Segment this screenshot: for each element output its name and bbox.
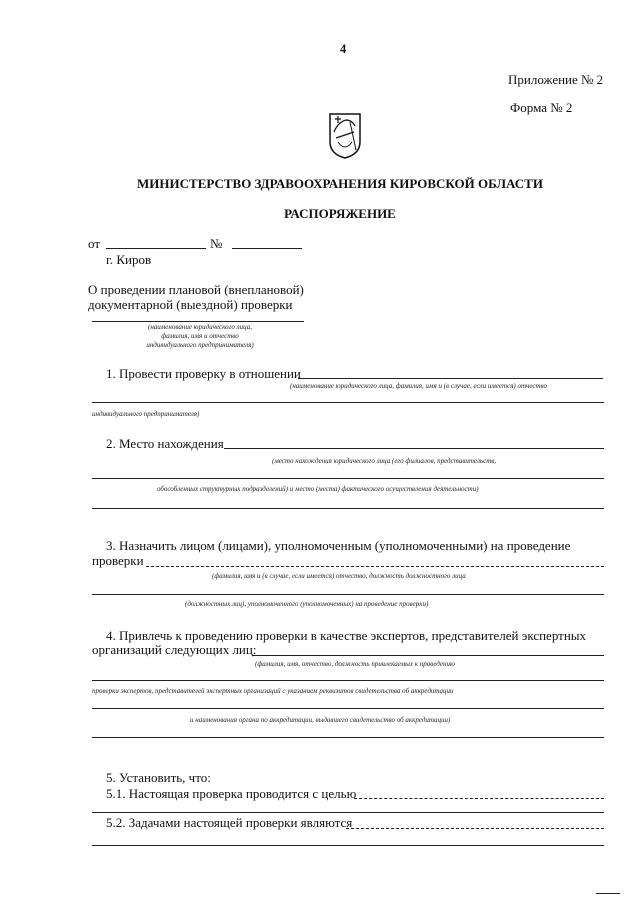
item5-sub2-field-line[interactable] bbox=[346, 828, 604, 829]
item1-field-line-2[interactable] bbox=[92, 402, 604, 403]
item4-field-line[interactable] bbox=[252, 655, 604, 656]
city-label: г. Киров bbox=[106, 252, 152, 267]
item2-text: 2. Место нахождения bbox=[106, 436, 224, 451]
date-field-line[interactable] bbox=[106, 248, 206, 249]
entity-caption-line-2: фамилия, имя и отчество bbox=[161, 332, 239, 340]
item1-text: 1. Провести проверку в отношении bbox=[106, 366, 301, 381]
item4-caption-2: проверки экспертов, представителей экспертных организаций с указанием реквизитов свидетельства об аккредитации bbox=[92, 687, 454, 695]
item2-field-line-2[interactable] bbox=[92, 478, 604, 479]
item4-field-line-3[interactable] bbox=[92, 708, 604, 709]
footer-mark bbox=[596, 893, 620, 894]
number-sign: № bbox=[210, 236, 223, 251]
item5-text: 5. Установить, что: bbox=[106, 770, 211, 785]
item1-caption-1: (наименование юридического лица, фамилия, имя и (в случае, если имеется) отчество bbox=[290, 382, 547, 390]
item1-caption-2: индивидуального предпринимателя) bbox=[92, 410, 200, 418]
item1-field-line[interactable] bbox=[298, 378, 603, 379]
item3-caption-2: (должностных лиц), уполномоченного (уполномоченных) на проведение проверки) bbox=[185, 600, 429, 608]
document-title: РАСПОРЯЖЕНИЕ bbox=[284, 206, 396, 221]
item4-caption-3: и наименования органа по аккредитации, выдавшего свидетельство об аккредитации) bbox=[190, 716, 451, 724]
item2-caption-1: (место нахождения юридического лица (его филиалов, представительств, bbox=[272, 457, 497, 465]
subject-line-2: документарной (выездной) проверки bbox=[88, 297, 293, 312]
item4-line-1: 4. Привлечь к проведению проверки в качестве экспертов, представителей экспертных bbox=[106, 628, 587, 643]
entity-caption bbox=[100, 323, 300, 350]
appendix-label: Приложение № 2 bbox=[508, 72, 604, 87]
item5-sub2-field-line-2[interactable] bbox=[92, 845, 604, 846]
item3-line-1: 3. Назначить лицом (лицами), уполномоченным (уполномоченными) на проведение bbox=[106, 538, 571, 553]
coat-of-arms-emblem bbox=[328, 112, 362, 160]
item3-field-line-2[interactable] bbox=[92, 594, 604, 595]
item2-field-line-3[interactable] bbox=[92, 508, 604, 509]
item4-field-line-2[interactable] bbox=[92, 680, 604, 681]
item2-field-line[interactable] bbox=[224, 448, 604, 449]
entity-field-line[interactable] bbox=[92, 321, 304, 322]
item3-line-2: проверки bbox=[92, 553, 144, 568]
item3-field-line[interactable] bbox=[146, 566, 604, 567]
ministry-heading: МИНИСТЕРСТВО ЗДРАВООХРАНЕНИЯ КИРОВСКОЙ ОБЛАСТИ bbox=[137, 176, 543, 191]
entity-caption-line-3: индивидуального предпринимателя) bbox=[146, 341, 254, 349]
item5-sub2: 5.2. Задачами настоящей проверки являются bbox=[106, 815, 353, 830]
date-prefix: от bbox=[88, 236, 101, 251]
item4-caption-1: (фамилия, имя, отчество, должность привлекаемых к проведению bbox=[255, 660, 455, 668]
entity-caption-line-1: (наименование юридического лица, bbox=[148, 323, 252, 331]
form-label: Форма № 2 bbox=[510, 100, 573, 115]
item5-sub1: 5.1. Настоящая проверка проводится с целью bbox=[106, 786, 357, 801]
number-field-line[interactable] bbox=[232, 248, 302, 249]
item4-field-line-4[interactable] bbox=[92, 737, 604, 738]
item4-line-2: организаций следующих лиц: bbox=[92, 642, 257, 657]
item5-sub1-field-line[interactable] bbox=[354, 798, 604, 799]
item5-sub1-field-line-2[interactable] bbox=[92, 812, 604, 813]
subject-line-1: О проведении плановой (внеплановой) bbox=[88, 282, 304, 297]
item3-caption-1: (фамилия, имя и (в случае, если имеется) отчество, должность должностного лица bbox=[212, 572, 466, 580]
item2-caption-2: обособленных структурных подразделений) и место (места) фактического осуществления деятельности) bbox=[157, 485, 479, 493]
page-number: 4 bbox=[340, 42, 347, 56]
